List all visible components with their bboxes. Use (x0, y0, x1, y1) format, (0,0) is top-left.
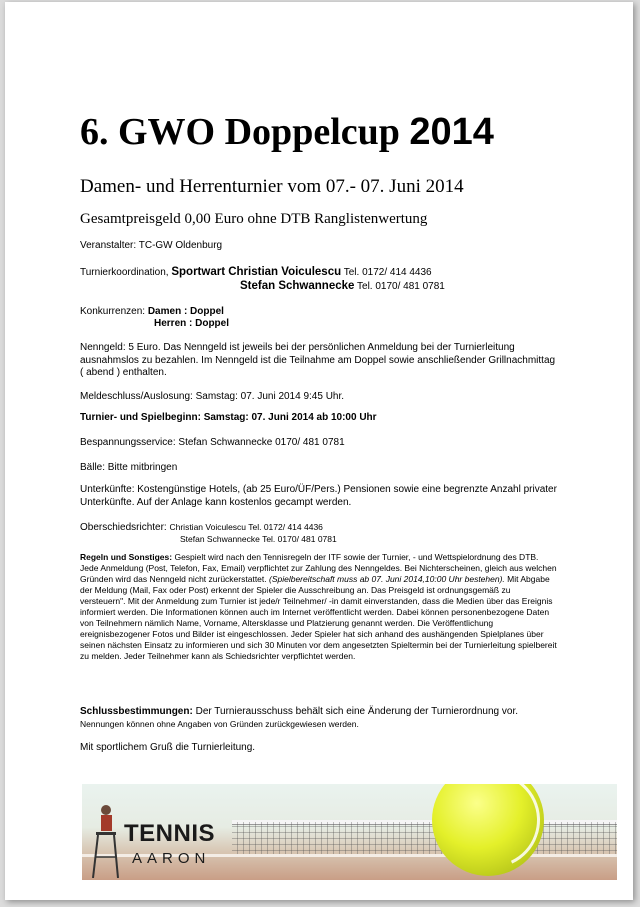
title-year: 2014 (409, 111, 494, 153)
referee-line-2: Stefan Schwannecke Tel. 0170/ 481 0781 (180, 534, 337, 544)
rules-italic: (Spielbereitschaft muss ab 07. Juni 2014,10:00 Uhr bestehen). (269, 574, 505, 584)
referee-label: Oberschiedsrichter: (80, 522, 167, 533)
balls-line: Bälle: Bitte mitbringen (80, 462, 178, 473)
title-main: 6. GWO Doppelcup (80, 111, 400, 153)
organizer-line: Veranstalter: TC-GW Oldenburg (80, 240, 223, 251)
logo-text-aaron: AARON (132, 850, 211, 867)
closing-line: Mit sportlichem Gruß die Turnierleitung. (80, 742, 256, 753)
coordination-line-1 (80, 266, 432, 280)
rules-label: Regeln und Sonstiges: (80, 552, 173, 562)
logo-text-tennis: TENNIS (124, 820, 216, 847)
coordination-name-2: Stefan Schwannecke (240, 280, 355, 292)
coordination-line-2 (240, 280, 445, 294)
competitions-line-1 (80, 306, 224, 319)
coordination-tel-1: Tel. 0172/ 414 4436 (343, 267, 432, 278)
final-text-1: Der Turnierausschuss behält sich eine Änderung der Turnierordnung vor. (192, 706, 518, 717)
prize-line: Gesamtpreisgeld 0,00 Euro ohne DTB Ranglistenwertung (80, 211, 428, 227)
tennis-net (232, 822, 617, 856)
ball-seam (430, 784, 553, 880)
referee-name-1: Christian Voiculescu Tel. 0172/ 414 4436 (169, 522, 323, 532)
tennis-banner (82, 784, 617, 880)
tennis-ball-icon (432, 784, 544, 876)
stringing-line: Bespannungsservice: Stefan Schwannecke 0170/ 481 0781 (80, 437, 345, 448)
start-line: Turnier- und Spielbeginn: Samstag: 07. Juni 2014 ab 10:00 Uhr (80, 412, 377, 423)
final-text-2: Nennungen können ohne Angaben von Gründen zurückgewiesen werden. (80, 718, 359, 729)
competition-women: Damen : Doppel (147, 306, 224, 317)
rules-text-1: Gespielt wird nach den Tennisregeln der ITF sowie der Turnier, - und Wettspielordnung des DTB. Jede Anmeldung (Post, Telefon, Fax, Email) verpflichtet zur Zahlung des Nenngeldes. Bei Nichterscheinen, gleich aus welchen Gründen wird das Nenngeld nicht zurückerstattet. (80, 552, 557, 584)
coordination-tel-2: Tel. 0170/ 481 0781 (357, 281, 445, 292)
umpire-chair-icon (90, 802, 120, 878)
coordination-label: Turnierkoordination, (80, 267, 169, 278)
final-label: Schlussbestimmungen: (80, 706, 193, 717)
page-title (80, 110, 494, 154)
rules-text-3: Jeder Teilnehmer kann als Schiedsrichter verpflichtet werden. (123, 651, 356, 661)
competitions-label: Konkurrenzen: (80, 306, 146, 317)
final-paragraph (80, 706, 558, 731)
rules-text-2: Mit Abgabe der Meldung (Mail, Fax oder Post) erkennt der Spieler die Ausschreibung an. Das Preisgeld ist ordnungsgemäß zu versteuern". Mit der Anmeldung zum Turnier ist jede/r Teilnehmer/ -in damit einverstanden, dass die Medien über das Ereignis informiert werden. Die Informationen können auch im Internet veröffentlicht werden. Dabei können personenbezogene Daten von Teilnehmern nämlich Name, Vorname, Altersklasse und Platzierung genannt werden. Die Veröffentlichung ereignisbezogener Fotos und Bilder ist eingeschlossen. Jeder Spieler hat sich anhand des aushängenden Spielplanes über seinen nächsten Einsatz zu informieren und sich 30 Minuten vor dem angesetzten Spieltermin bei der Turnierleitung spielbereit zu melden. (80, 574, 557, 661)
deadline-line: Meldeschluss/Auslosung: Samstag: 07. Juni 2014 9:45 Uhr. (80, 391, 345, 402)
rules-paragraph (80, 552, 558, 662)
fee-paragraph: Nenngeld: 5 Euro. Das Nenngeld ist jeweils bei der persönlichen Anmeldung bei der Turnierleitung ausnahmslos zu bezahlen. Im Nenngeld ist die Teilnahme am Doppel sowie anschließender Grillnachmittag ( abend ) enthalten. (80, 342, 556, 378)
referee-line-1 (80, 522, 323, 535)
subtitle: Damen- und Herrenturnier vom 07.- 07. Juni 2014 (80, 176, 464, 197)
coordination-name-1: Sportwart Christian Voiculescu (171, 266, 342, 278)
accommodation-paragraph: Unterkünfte: Kostengünstige Hotels, (ab 25 Euro/ÜF/Pers.) Pensionen sowie eine begrenzte Anzahl privater Unterkünfte. Auf der Anlage kann kostenlos gecampt werden. (80, 484, 557, 508)
document-page (5, 2, 633, 900)
competitions-line-2 (154, 318, 229, 331)
competition-men: Herren : Doppel (154, 318, 230, 329)
